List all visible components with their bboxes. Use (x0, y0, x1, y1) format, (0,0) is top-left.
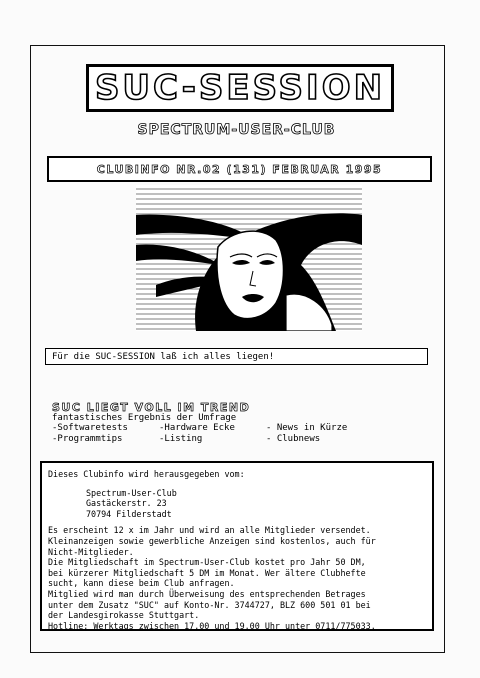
trend-subtitle: fantastisches Ergebnis der Umfrage (52, 413, 237, 423)
feature-row (52, 434, 412, 445)
info-line: Nicht-Mitglieder. (48, 546, 134, 557)
info-line: Es erscheint 12 x im Jahr und wird an alle Mitglieder versendet. (48, 525, 371, 536)
feature-list (52, 423, 412, 445)
info-line: bei kürzerer Mitgliedschaft 5 DM im Monat. Wer ältere Clubhefte (48, 567, 366, 578)
masthead-logo: SUC-SESSION (94, 68, 386, 108)
feature-item: -Programmtips (52, 434, 123, 444)
feature-item: - News in Kürze (266, 423, 348, 433)
info-line: der Landesgirokasse Stuttgart. (48, 610, 200, 621)
feature-item: - Clubnews (266, 434, 321, 444)
quote-box (45, 348, 428, 365)
cover-illustration (136, 185, 362, 331)
publisher-info-box (40, 461, 434, 631)
feature-item: -Listing (159, 434, 203, 444)
feature-item: -Hardware Ecke (159, 423, 235, 433)
info-line: Die Mitgliedschaft im Spectrum-User-Club kostet pro Jahr 50 DM, (48, 557, 366, 568)
info-line: unter dem Zusatz "SUC" auf Konto-Nr. 3744727, BLZ 600 501 01 bei (48, 599, 371, 610)
info-intro: Dieses Clubinfo wird herausgegeben vom: (48, 469, 245, 479)
address-line: Gastäckerstr. 23 (86, 498, 167, 509)
issue-text: CLUBINFO NR.02 (131) FEBRUAR 1995 (96, 162, 383, 176)
club-subtitle: SPECTRUM-USER-CLUB (137, 122, 336, 138)
info-line: sucht, kann diese beim Club anfragen. (48, 578, 235, 589)
info-line: Mitglied wird man durch Überweisung des entsprechenden Betrages (48, 588, 366, 599)
info-line: Kleinanzeigen sowie gewerbliche Anzeigen sind kostenlos, auch für (48, 535, 376, 546)
publisher-address (86, 488, 426, 520)
address-line: Spectrum-User-Club (86, 487, 177, 498)
masthead-logo-box (86, 64, 394, 112)
address-line: 70794 Filderstadt (86, 508, 172, 519)
trend-headline: SUC LIEGT VOLL IM TREND (52, 401, 251, 414)
feature-item: -Softwaretests (52, 423, 128, 433)
quote-text: Für die SUC-SESSION laß ich alles liegen! (52, 352, 275, 362)
info-line: Hotline: Werktags zwischen 17.00 und 19.00 Uhr unter 0711/775033. (48, 620, 376, 631)
feature-row (52, 423, 412, 434)
issue-banner (47, 156, 432, 182)
